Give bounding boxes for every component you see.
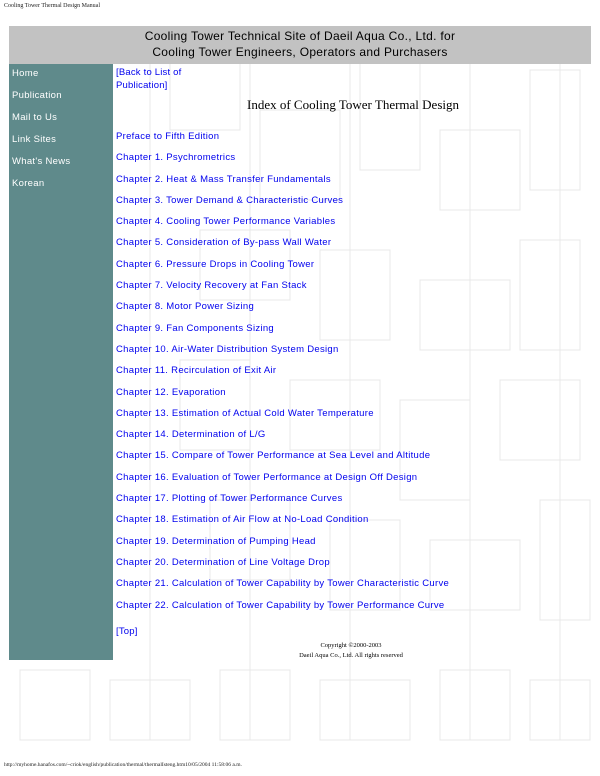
sidebar-item-link-sites[interactable]: Link Sites	[12, 134, 57, 145]
sidebar-item-whats-news[interactable]: What's News	[12, 156, 71, 167]
toc-item	[116, 192, 449, 213]
toc-item	[116, 469, 449, 490]
copyright-notice	[196, 641, 506, 661]
toc-link-chapter-17[interactable]: Chapter 17. Plotting of Tower Performance Curves	[116, 493, 343, 505]
toc-item	[116, 575, 449, 596]
toc-item	[116, 447, 449, 468]
page-title: Index of Cooling Tower Thermal Design	[247, 97, 459, 112]
print-footer-url: http://myhome.hanafos.com/~criok/english/publication/thermal/thermalIsteng.htm10/05/2004 11:58:06 a.m.	[4, 762, 242, 768]
back-to-publication-link[interactable]	[116, 66, 182, 92]
back-link-line-2: Publication]	[116, 80, 168, 91]
toc-link-chapter-11[interactable]: Chapter 11. Recirculation of Exit Air	[116, 365, 277, 377]
toc-item	[116, 171, 449, 192]
toc-link-chapter-19[interactable]: Chapter 19. Determination of Pumping Head	[116, 535, 316, 547]
print-header: Cooling Tower Thermal Design Manual	[4, 3, 101, 9]
toc-item	[116, 362, 449, 383]
toc-link-chapter-6[interactable]: Chapter 6. Pressure Drops in Cooling Tower	[116, 258, 315, 270]
back-to-top-link[interactable]: [Top]	[116, 626, 138, 637]
toc-link-chapter-16[interactable]: Chapter 16. Evaluation of Tower Performance at Design Off Design	[116, 471, 418, 483]
toc-link-preface[interactable]: Preface to Fifth Edition	[116, 131, 220, 142]
sidebar-item-mail-to-us[interactable]: Mail to Us	[12, 112, 58, 123]
toc-link-chapter-3[interactable]: Chapter 3. Tower Demand & Characteristic Curves	[116, 194, 344, 206]
toc-link-chapter-21[interactable]: Chapter 21. Calculation of Tower Capability by Tower Characteristic Curve	[116, 578, 450, 590]
toc-item	[116, 490, 449, 511]
toc-item	[116, 277, 449, 298]
toc-item	[116, 320, 449, 341]
toc-link-chapter-20[interactable]: Chapter 20. Determination of Line Voltage Drop	[116, 556, 330, 568]
sidebar-nav	[9, 64, 113, 660]
toc-item	[116, 405, 449, 426]
toc-link-chapter-5[interactable]: Chapter 5. Consideration of By-pass Wall Water	[116, 237, 332, 249]
sidebar-item-publication[interactable]: Publication	[12, 90, 62, 101]
toc-item	[116, 554, 449, 575]
sidebar-item-home[interactable]: Home	[12, 68, 39, 79]
toc-link-chapter-10[interactable]: Chapter 10. Air-Water Distribution System Design	[116, 343, 339, 355]
toc-link-chapter-22[interactable]: Chapter 22. Calculation of Tower Capability by Tower Performance Curve	[116, 599, 445, 611]
toc-link-chapter-4[interactable]: Chapter 4. Cooling Tower Performance Variables	[116, 216, 336, 228]
toc-link-chapter-18[interactable]: Chapter 18. Estimation of Air Flow at No-Load Condition	[116, 514, 369, 526]
copyright-line-1: Copyright ©2000-2003	[320, 642, 382, 649]
toc-link-chapter-2[interactable]: Chapter 2. Heat & Mass Transfer Fundamentals	[116, 173, 331, 185]
sidebar-item-korean[interactable]: Korean	[12, 178, 45, 189]
site-banner	[9, 26, 591, 64]
toc-item	[116, 511, 449, 532]
toc-link-chapter-1[interactable]: Chapter 1. Psychrometrics	[116, 152, 236, 164]
toc-item	[116, 298, 449, 319]
toc-link-chapter-7[interactable]: Chapter 7. Velocity Recovery at Fan Stack	[116, 280, 307, 292]
banner-line-2: Cooling Tower Engineers, Operators and Purchasers	[152, 45, 448, 59]
toc-link-chapter-12[interactable]: Chapter 12. Evaporation	[116, 386, 226, 398]
back-link-line-1: [Back to List of	[116, 67, 182, 78]
toc-item	[116, 149, 449, 170]
copyright-line-2: Daeil Aqua Co., Ltd. All rights reserved	[299, 652, 403, 659]
toc-link-chapter-9[interactable]: Chapter 9. Fan Components Sizing	[116, 322, 274, 334]
toc-link-chapter-15[interactable]: Chapter 15. Compare of Tower Performance at Sea Level and Altitude	[116, 450, 431, 462]
toc-item	[116, 597, 449, 618]
toc-item	[116, 234, 449, 255]
table-of-contents	[116, 128, 449, 618]
toc-link-chapter-14[interactable]: Chapter 14. Determination of L/G	[116, 429, 266, 441]
toc-item	[116, 384, 449, 405]
toc-link-chapter-13[interactable]: Chapter 13. Estimation of Actual Cold Water Temperature	[116, 407, 374, 419]
banner-line-1: Cooling Tower Technical Site of Daeil Aqua Co., Ltd. for	[144, 29, 456, 43]
toc-item	[116, 533, 449, 554]
toc-link-chapter-8[interactable]: Chapter 8. Motor Power Sizing	[116, 301, 255, 313]
toc-item	[116, 128, 449, 149]
toc-item	[116, 213, 449, 234]
toc-item	[116, 426, 449, 447]
toc-item	[116, 256, 449, 277]
toc-item	[116, 341, 449, 362]
